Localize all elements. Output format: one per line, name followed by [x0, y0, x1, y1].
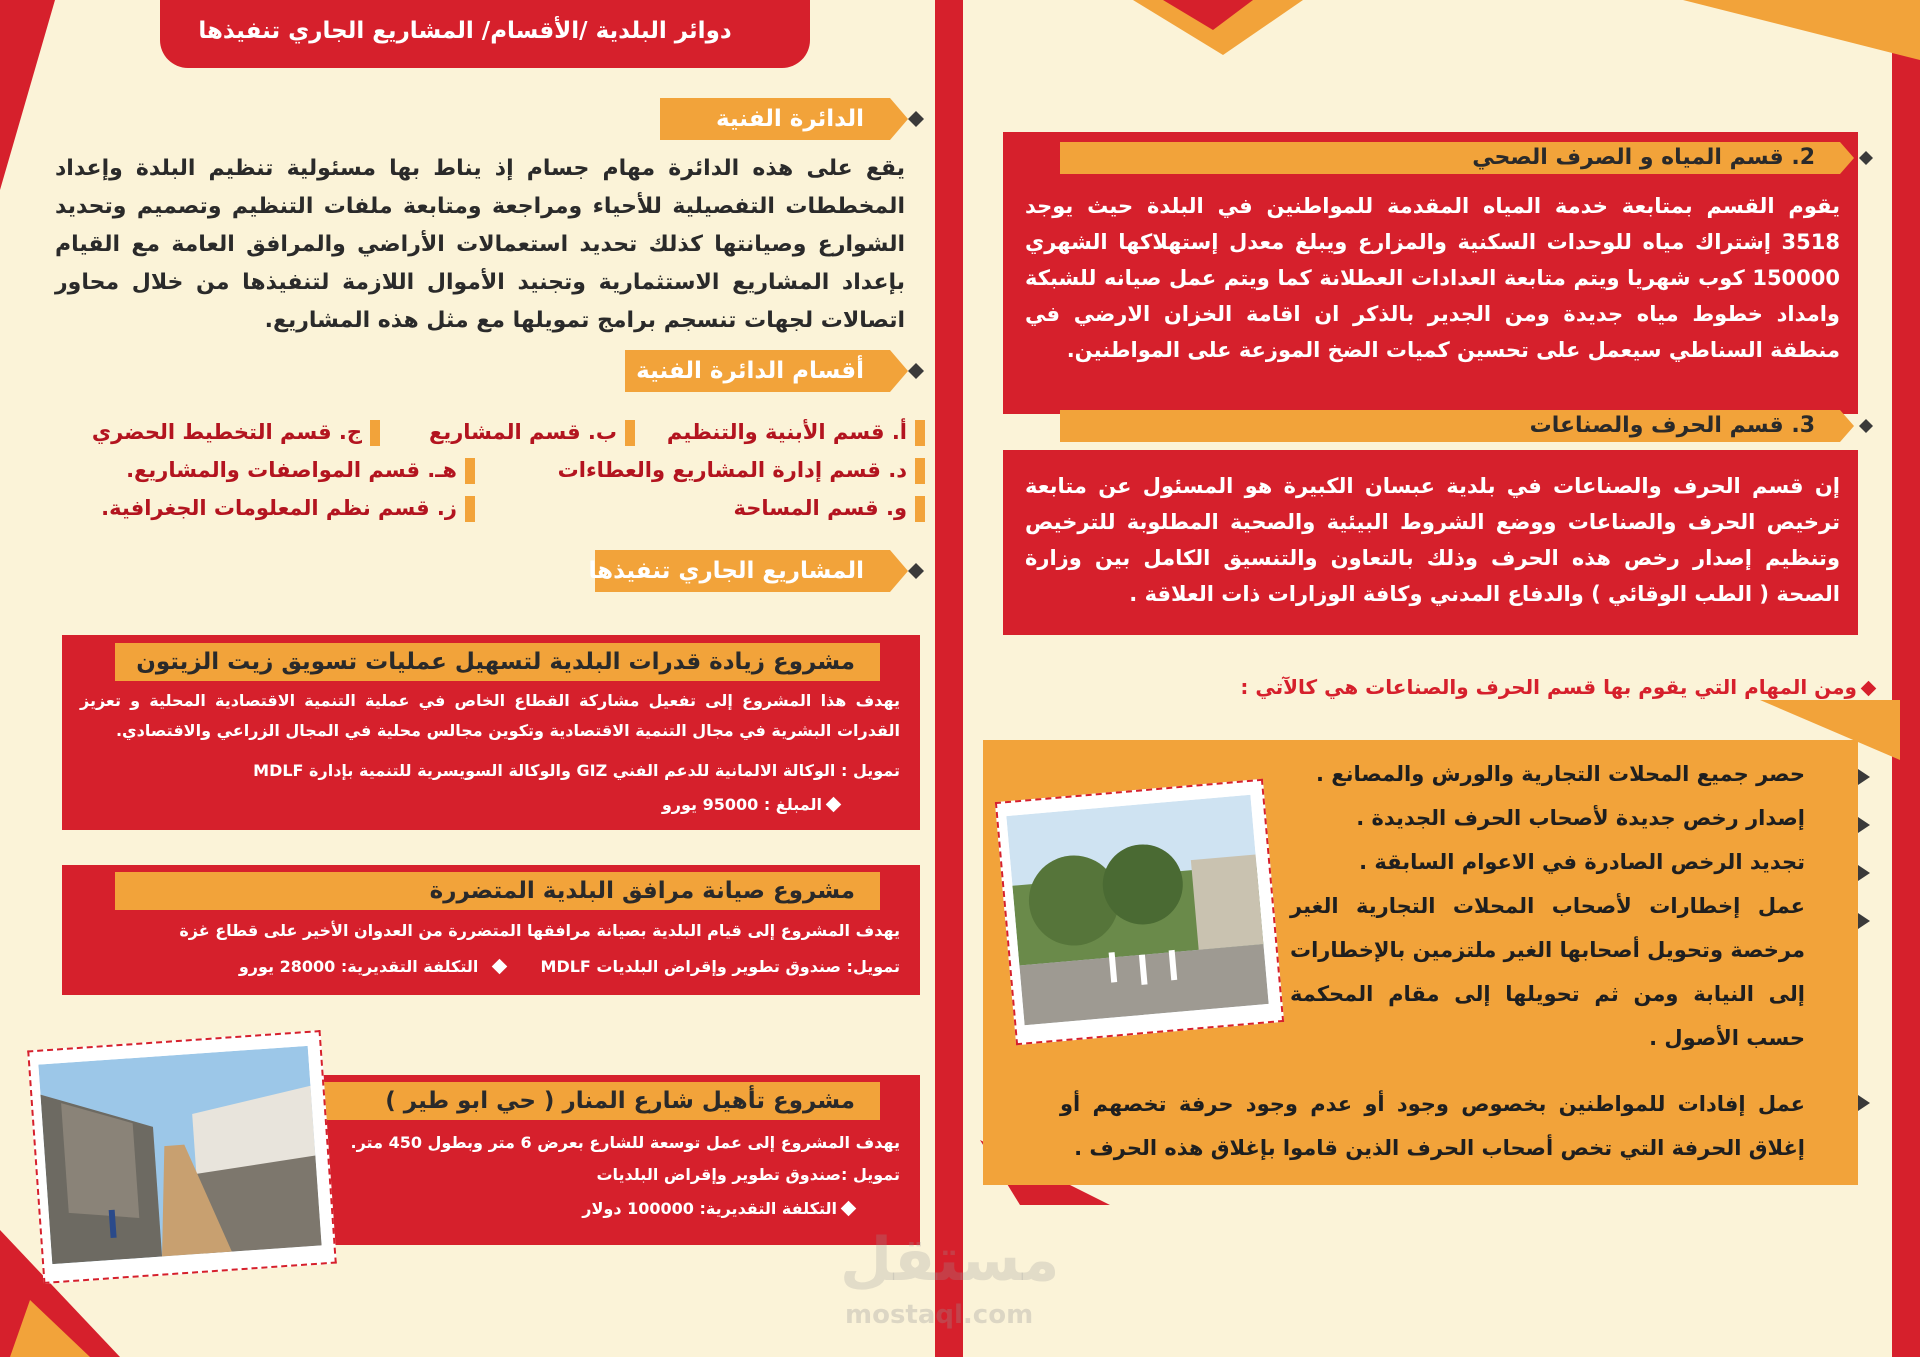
project-1-desc: يهدف هذا المشروع إلى تفعيل مشاركة القطاع الخاص في عملية التنمية الاقتصادية المحلية و تعزيز القدرات البشرية في مجال التنمية الاقتصادية وتكوين مجالس محلية في المجال الزراعي والاقتصادي.	[80, 691, 900, 740]
section-item-label: ز. قسم نظم المعلومات الجغرافية.	[101, 496, 457, 520]
watermark-latin: mostaql.com	[845, 1300, 1034, 1330]
project-1-cost	[80, 790, 900, 820]
task-pointers	[1858, 755, 1888, 1155]
project-2-title: مشروع صيانة مرافق البلدية المتضررة	[115, 872, 880, 910]
sections-label: أقسام الدائرة الفنية	[625, 350, 890, 392]
project-3-title: مشروع تأهيل شارع المنار ( حي ابو طير )	[115, 1082, 880, 1120]
project-2-cost: التكلفة التقديرية: 28000 يورو	[238, 957, 479, 976]
diamond-bullet-icon	[492, 959, 508, 975]
project-3-cost-value: التكلفة التقديرية: 100000 دولار	[582, 1199, 837, 1218]
sections-pointer	[890, 350, 930, 392]
left-top-decor	[0, 0, 60, 200]
section-item-b	[429, 420, 635, 446]
water-text: يقوم القسم بمتابعة خدمة المياه المقدمة للمواطنين في البلدة حيث يوجد 3518 إشتراك مياه للوحدات السكنية والمزارع ويبلغ معدل إستهلاكها الشهري 150000 كوب شهريا ويتم متابعة العدادات العطلانة كما ويتم عمل صيانه للشبكة وامداد خطوط مياه جديدة ومن الجدير بالذكر ان اقامة الخزان الارضي في منطقة السناطي سيعمل على تحسين كميات الضخ الموزعة على المواطنين.	[1025, 194, 1840, 362]
section-item-a	[667, 420, 925, 446]
street-photo	[38, 1046, 321, 1264]
project-1-cost-value: المبلغ : 95000 يورو	[661, 795, 822, 814]
tasks-list	[1290, 752, 1805, 1060]
section-item-label: ج. قسم التخطيط الحضري	[91, 420, 362, 444]
section-item-e	[126, 458, 475, 484]
watermark-arabic: مستقل	[840, 1225, 1060, 1295]
diamond-bullet-icon	[826, 797, 842, 813]
task-item-last: عمل إفادات للمواطنين بخصوص وجود أو عدم وجود حرفة تخصهم أو إغلاق الحرفة التي تخص أصحاب الحرف الذين قاموا بإغلاق هذه الحرف .	[1060, 1092, 1805, 1160]
crafts-label: 3. قسم الحرف والصناعات	[1529, 413, 1815, 438]
project-3-cost	[330, 1194, 900, 1224]
tech-dept-label: الدائرة الفنية	[660, 98, 890, 140]
tech-dept-text: يقع على هذه الدائرة مهام جسام إذ يناط بها مسئولية تنظيم البلدة وإعداد المخططات التفصيلية للأحياء ومراجعة ومتابعة ملفات التنظيم وتصميم وتحديد الشوارع وصيانتها كذلك تحديد استعمالات الأراضي والمرافق العامة مع القيام بإعداد المشاريع الاستثمارية وتجنيد الأموال اللازمة لتنفيذها من خلال محاور اتصالات لجهات تنسجم برامج تمويلها مع مثل هذه المشاريع.	[55, 156, 905, 333]
section-item-c	[92, 420, 380, 446]
header-title: دوائر البلدية /الأقسام/ المشاريع الجاري تنفيذها	[198, 18, 732, 44]
top-decor	[963, 0, 1920, 70]
project-1-funding: تمويل : الوكالة الالمانية للدعم الفني GIZ والوكالة السويسرية للتنمية بإدارة MDLF	[253, 761, 900, 780]
section-item-f	[733, 496, 925, 522]
section-item-g	[101, 496, 475, 522]
center-divider	[935, 0, 963, 1357]
project-2-row	[80, 952, 900, 982]
diamond-bullet-icon	[1861, 681, 1877, 697]
section-item-label: ب. قسم المشاريع	[428, 420, 617, 444]
section-item-label: أ. قسم الأبنية والتنظيم	[666, 420, 907, 444]
projects-label: المشاريع الجاري تنفيذها	[595, 550, 890, 592]
project-2-desc: يهدف المشروع إلى قيام البلدية بصيانة مرافقها المتضررة من العدوان الأخير على قطاع غزة	[179, 921, 900, 940]
task-item: إصدار رخص جديدة لأصحاب الحرف الجديدة .	[1356, 806, 1805, 830]
tasks-intro-text: ومن المهام التي يقوم بها قسم الحرف والصناعات هي كالآتي :	[1240, 675, 1857, 699]
crafts-text: إن قسم الحرف والصناعات في بلدية عبسان الكبيرة هو المسئول عن متابعة ترخيص الحرف والصناعات ووضع الشروط البيئية والصحية المطلوبة للترخيص وتنظيم إصدار رخص هذه الحرف وذلك بالتعاون والتنسيق الكامل بين وزارة الصحة ( الطب الوقائي ) والدفاع المدني وكافة الوزارات ذات العلاقة .	[1025, 474, 1840, 606]
water-pointer	[1840, 142, 1880, 174]
crafts-pointer	[1840, 410, 1880, 442]
project-1-title: مشروع زيادة قدرات البلدية لتسهيل عمليات تسويق زيت الزيتون	[115, 643, 880, 681]
projects-pointer	[890, 550, 930, 592]
section-item-label: د. قسم إدارة المشاريع والعطاءات	[557, 458, 907, 482]
project-2-funding: تمويل: صندوق تطوير وإقراض البلديات MDLF	[540, 957, 900, 976]
tech-dept-pointer	[890, 98, 930, 140]
task-item: تجديد الرخص الصادرة في الاعوام السابقة .	[1359, 850, 1805, 874]
tasks-intro	[1000, 675, 1880, 699]
project-3-funding: تمويل :صندوق تطوير وإقراض البلديات	[596, 1165, 900, 1184]
project-3-desc: يهدف المشروع إلى عمل توسعة للشارع بعرض 6 متر وبطول 450 متر.	[350, 1133, 900, 1152]
water-label: 2. قسم المياه و الصرف الصحي	[1472, 145, 1815, 170]
section-item-label: هـ. قسم المواصفات والمشاريع.	[126, 458, 457, 482]
task-photo	[1006, 795, 1268, 1026]
section-item-label: و. قسم المساحة	[733, 496, 907, 520]
section-item-d	[558, 458, 925, 484]
diamond-bullet-icon	[841, 1201, 857, 1217]
task-item: حصر جميع المحلات التجارية والورش والمصانع .	[1316, 762, 1805, 786]
task-item: عمل إخطارات لأصحاب المحلات التجارية الغير مرخصة وتحويل أصحابها الغير ملتزمين بالإخطارات إلى النيابة ومن ثم تحويلها إلى مقام المحكمة حسب الأصول .	[1290, 894, 1805, 1050]
